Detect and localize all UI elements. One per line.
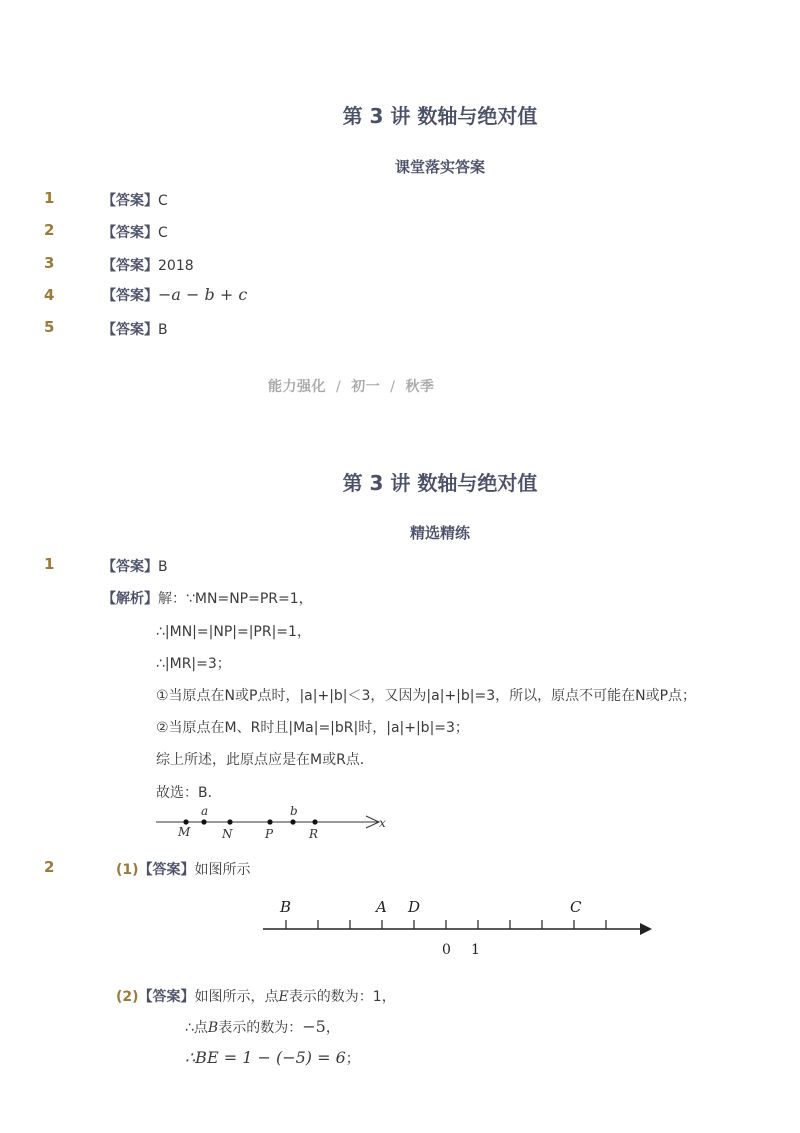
label-a: a bbox=[201, 804, 209, 818]
question-number: 5 bbox=[44, 318, 55, 336]
analysis-line: 故选：B． bbox=[156, 785, 222, 801]
footer-part3: 秋季 bbox=[405, 379, 435, 395]
label-n: N bbox=[222, 827, 233, 841]
answer-tag: 【答案】 bbox=[102, 225, 158, 241]
analysis-line: 综上所述，此原点应是在M或R点． bbox=[156, 752, 374, 768]
solution-value: −5 bbox=[302, 1017, 326, 1036]
point-n bbox=[227, 819, 232, 824]
solution-text: ， bbox=[325, 1020, 340, 1036]
label-b: B bbox=[280, 898, 292, 916]
section1-subtitle: 课堂落实答案 bbox=[394, 158, 485, 176]
label-p: P bbox=[265, 827, 274, 841]
label-c: C bbox=[570, 898, 582, 916]
q2-number-line-figure bbox=[258, 892, 658, 964]
label-zero: 0 bbox=[442, 942, 451, 958]
answer-tag: 【答案】 bbox=[102, 288, 158, 304]
point-m bbox=[183, 819, 188, 824]
label-a: A bbox=[376, 898, 387, 916]
answer-value: C bbox=[158, 225, 168, 241]
solution-formula: ∴BE = 1 − (−5) = 6 bbox=[185, 1048, 346, 1067]
part-label: (1) bbox=[116, 862, 139, 878]
answer-text: 如图所示 bbox=[194, 862, 251, 878]
question-number: 3 bbox=[44, 254, 55, 272]
variable-e: E bbox=[278, 989, 289, 1005]
solution-text: 表示的数为： bbox=[218, 1020, 303, 1036]
answer-tag: 【答案】 bbox=[138, 862, 195, 878]
answer-line bbox=[102, 285, 247, 305]
answer-line bbox=[116, 986, 396, 1006]
answer-line bbox=[102, 222, 168, 242]
solution-text: ∴点 bbox=[185, 1020, 208, 1036]
question-number: 1 bbox=[44, 555, 55, 573]
answer-text: 表示的数为：1， bbox=[288, 989, 396, 1005]
answer-tag: 【答案】 bbox=[138, 989, 195, 1005]
footer-part2: 初一 bbox=[351, 379, 381, 395]
label-m: M bbox=[178, 825, 191, 839]
answer-value: 2018 bbox=[158, 258, 194, 274]
answer-text: 如图所示，点 bbox=[194, 989, 279, 1005]
analysis-line bbox=[102, 588, 313, 608]
footer-separator: / bbox=[390, 379, 396, 395]
point-p bbox=[267, 819, 272, 824]
question-number: 1 bbox=[44, 189, 55, 207]
question-number: 4 bbox=[44, 286, 55, 304]
answer-tag: 【答案】 bbox=[102, 322, 158, 338]
analysis-line: ∴|MR|=3； bbox=[156, 656, 231, 672]
label-b: b bbox=[290, 804, 298, 818]
answer-value: C bbox=[158, 193, 168, 209]
solution-line bbox=[185, 1048, 360, 1068]
page-footer bbox=[268, 376, 434, 396]
answer-line bbox=[102, 319, 168, 339]
analysis-tag: 【解析】 bbox=[102, 591, 158, 607]
point-a bbox=[201, 819, 206, 824]
section2-subtitle: 精选精练 bbox=[409, 524, 470, 542]
answer-value: B bbox=[158, 322, 168, 338]
tick-marks bbox=[286, 920, 606, 929]
point-b bbox=[290, 819, 295, 824]
analysis-line: ②当原点在M、R时且|Ma|=|bR|时，|a|+|b|=3； bbox=[156, 720, 469, 736]
point-r bbox=[312, 819, 317, 824]
section1-title: 第 3 讲 数轴与绝对值 bbox=[342, 104, 538, 128]
answer-line bbox=[116, 859, 251, 879]
answer-value: −a − b + c bbox=[158, 285, 248, 304]
solution-text: ； bbox=[345, 1051, 360, 1067]
answer-tag: 【答案】 bbox=[102, 193, 158, 209]
variable-b: B bbox=[207, 1020, 219, 1036]
answer-tag: 【答案】 bbox=[102, 258, 158, 274]
axis-arrow bbox=[640, 923, 652, 935]
answer-line bbox=[102, 556, 168, 576]
part-label: (2) bbox=[116, 989, 139, 1005]
footer-separator: / bbox=[336, 379, 342, 395]
answer-tag: 【答案】 bbox=[102, 559, 158, 575]
label-one: 1 bbox=[471, 942, 480, 958]
label-d: D bbox=[408, 898, 421, 916]
analysis-line: ∴|MN|=|NP|=|PR|=1， bbox=[156, 624, 311, 640]
section2-title: 第 3 讲 数轴与绝对值 bbox=[342, 471, 538, 495]
axis-label-x: x bbox=[379, 816, 386, 830]
question-number: 2 bbox=[44, 858, 55, 876]
question-number: 2 bbox=[44, 221, 55, 239]
q1-number-line-figure bbox=[150, 800, 400, 846]
analysis-line: ①当原点在N或P点时，|a|+|b|＜3，又因为|a|+|b|=3，所以，原点不可能在N或P点； bbox=[156, 688, 697, 704]
footer-part1: 能力强化 bbox=[268, 379, 326, 395]
answer-line bbox=[102, 255, 194, 275]
analysis-text: 解：∵MN=NP=PR=1， bbox=[158, 591, 313, 607]
answer-value: B bbox=[158, 559, 168, 575]
label-r: R bbox=[309, 827, 319, 841]
answer-line bbox=[102, 190, 168, 210]
solution-line bbox=[185, 1017, 340, 1037]
